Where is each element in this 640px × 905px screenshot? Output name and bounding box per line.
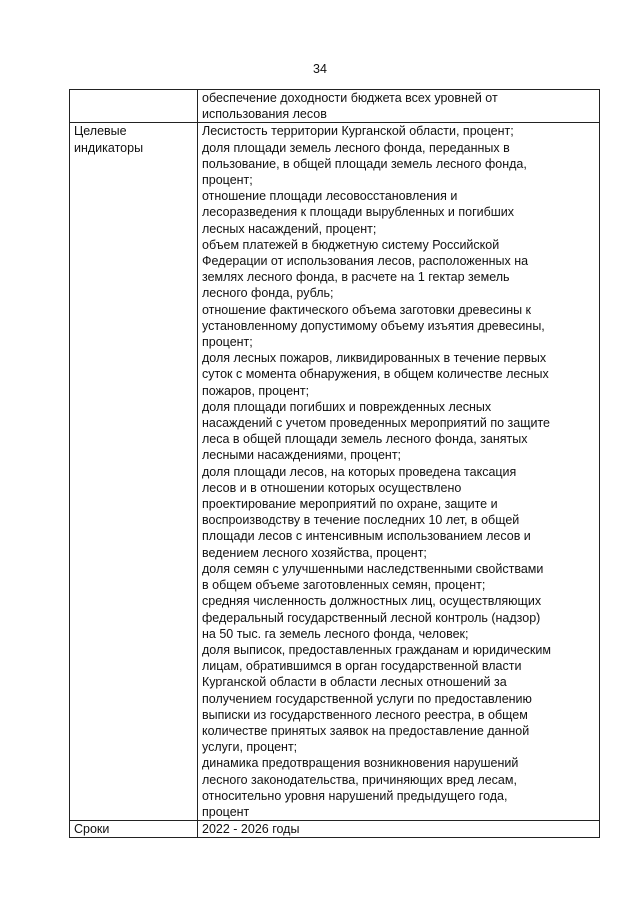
row-content-line: проектирование мероприятий по охране, защите и (202, 497, 498, 512)
row-content-cell (198, 90, 600, 123)
row-content-line: землях лесного фонда, в расчете на 1 гектар земель (202, 270, 510, 285)
row-content-line: лесными насаждениями, процент; (202, 448, 402, 463)
row-content-line: получением государственной услуги по предоставлению (202, 691, 532, 706)
row-content-line: федеральный государственный лесной контроль (надзор) (202, 610, 541, 625)
row-label-line: Сроки (74, 822, 110, 837)
row-content-line: доля семян с улучшенными наследственными свойствами (202, 561, 544, 576)
table-row (70, 123, 600, 821)
row-content-line: относительно уровня нарушений предыдущего года, (202, 788, 508, 803)
row-content-line: использования лесов (202, 107, 327, 122)
row-content-line: воспроизводству в течение последних 10 лет, в общей (202, 513, 520, 528)
row-content-line: отношение фактического объема заготовки древесины к (202, 302, 532, 317)
row-content-line: процент; (202, 173, 253, 188)
row-content-line: в общем объеме заготовленных семян, процент; (202, 578, 486, 593)
row-content-line: Лесистость территории Курганской области, процент; (202, 124, 514, 139)
row-content-line: доля лесных пожаров, ликвидированных в течение первых (202, 351, 547, 366)
row-content-line: пользование, в общей площади земель лесного фонда, (202, 156, 527, 171)
row-content-line: количестве принятых заявок на предоставление данной (202, 723, 530, 738)
row-content-line: процент; (202, 335, 253, 350)
row-content-line: отношение площади лесовосстановления и (202, 189, 458, 204)
row-content-line: лесоразведения к площади вырубленных и погибших (202, 205, 515, 220)
row-content-line: пожаров, процент; (202, 383, 310, 398)
row-label-line: индикаторы (74, 140, 144, 155)
row-content-line: выписки из государственного лесного реестра, в общем (202, 707, 528, 722)
row-content-line: динамика предотвращения возникновения нарушений (202, 756, 519, 771)
row-content-line: доля площади погибших и поврежденных лесных (202, 399, 492, 414)
row-content-line: лесного фонда, рубль; (202, 286, 334, 301)
row-content-line: Федерации от использования лесов, расположенных на (202, 254, 529, 269)
table-body (70, 90, 600, 838)
row-content-cell (198, 821, 600, 838)
row-content-line: площади лесов с интенсивным использованием лесов и (202, 529, 531, 544)
passport-table (69, 89, 600, 838)
row-content-line: лесов и в отношении которых осуществлено (202, 480, 462, 495)
row-content-line: лесного законодательства, причиняющих вред лесам, (202, 772, 517, 787)
row-content-line: установленному допустимому объему изъятия древесины, (202, 318, 545, 333)
row-content-line: на 50 тыс. га земель лесного фонда, человек; (202, 626, 469, 641)
row-label-cell (70, 821, 198, 838)
row-content-line: 2022 - 2026 годы (202, 822, 300, 837)
row-content-line: услуги, процент; (202, 740, 298, 755)
row-content-line: процент (202, 804, 250, 819)
page-number: 34 (313, 62, 327, 76)
row-label-line: Целевые (74, 124, 127, 139)
row-content-cell (198, 123, 600, 821)
row-label-cell (70, 90, 198, 123)
row-content-line: лицам, обратившимся в орган государственной власти (202, 659, 522, 674)
table-row (70, 821, 600, 838)
row-content-line: ведением лесного хозяйства, процент; (202, 545, 427, 560)
row-content-line: средняя численность должностных лиц, осуществляющих (202, 594, 542, 609)
row-content-line: доля площади земель лесного фонда, переданных в (202, 140, 510, 155)
row-content-line: доля выписок, предоставленных гражданам и юридическим (202, 642, 551, 657)
row-content-line: Курганской области в области лесных отношений за (202, 675, 507, 690)
row-content-line: насаждений с учетом проведенных мероприятий по защите (202, 416, 551, 431)
row-content-line: объем платежей в бюджетную систему Российской (202, 237, 500, 252)
row-content-line: леса в общей площади земель лесного фонда, занятых (202, 432, 528, 447)
row-content-line: обеспечение доходности бюджета всех уровней от (202, 91, 498, 105)
row-label-cell (70, 123, 198, 821)
row-content-line: суток с момента обнаружения, в общем количестве лесных (202, 367, 549, 382)
row-content-line: доля площади лесов, на которых проведена таксация (202, 464, 517, 479)
table-row (70, 90, 600, 123)
row-content-line: лесных насаждений, процент; (202, 221, 377, 236)
